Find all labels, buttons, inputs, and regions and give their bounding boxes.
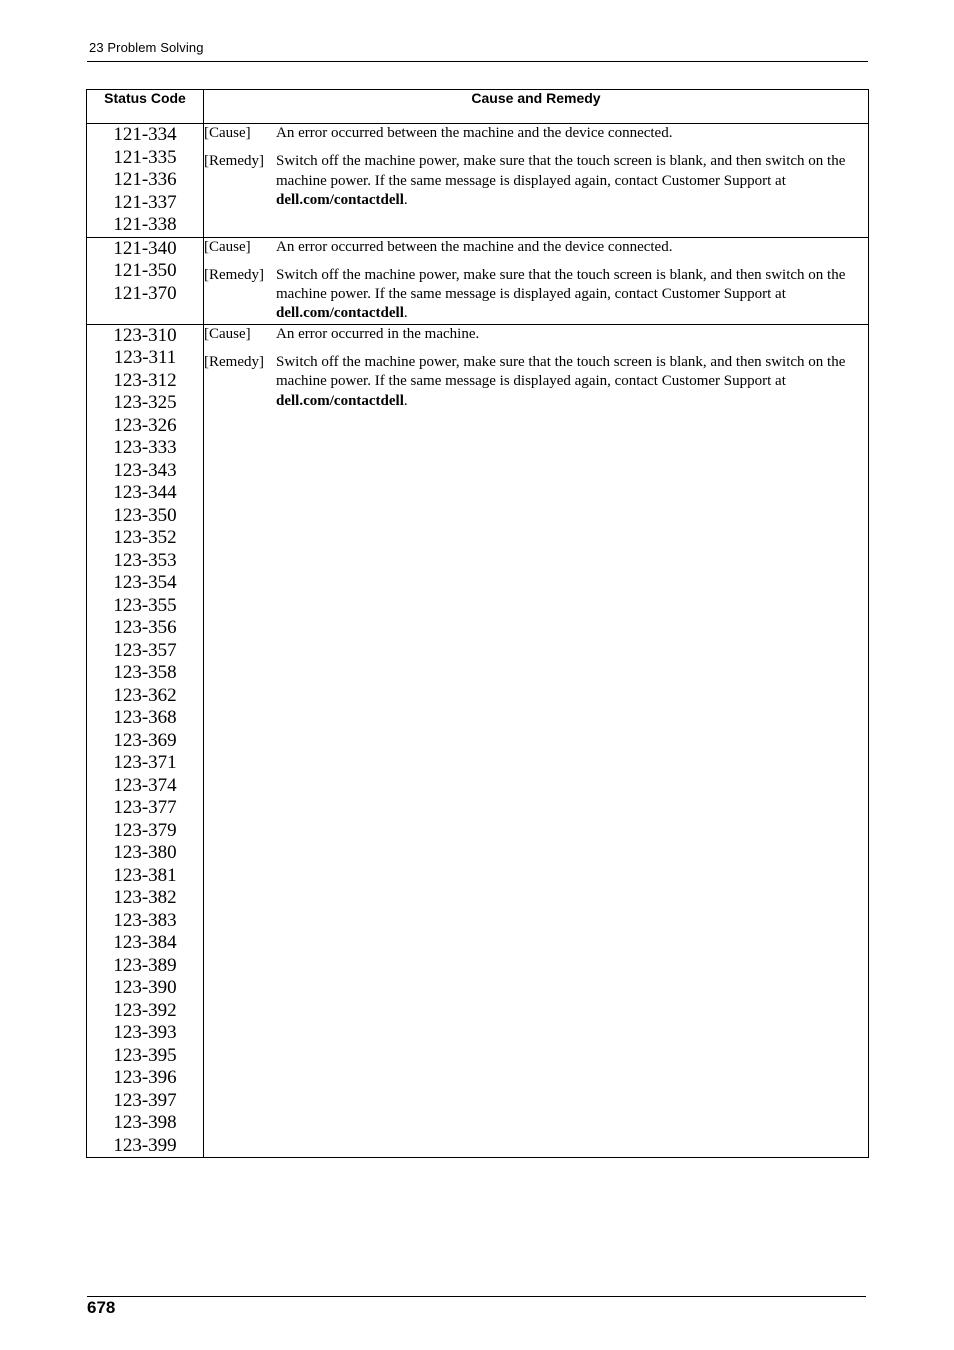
- status-code: 123-379: [113, 819, 177, 841]
- remedy-entry: [204, 266, 868, 324]
- status-code: 123-333: [113, 437, 177, 459]
- support-link[interactable]: dell.com/contactdell: [276, 392, 404, 409]
- cause-remedy-cell: [204, 237, 869, 324]
- status-code: 123-326: [113, 414, 177, 436]
- status-code: 123-369: [113, 729, 177, 751]
- status-code-cell: [87, 237, 204, 324]
- table-row: [87, 324, 869, 1158]
- remedy-body: Switch off the machine power, make sure that the touch screen is blank, and then switch on the machine power. If the same message is displayed again, contact Customer Support at: [276, 353, 846, 390]
- status-code-cell: [87, 324, 204, 1158]
- page-number: 678: [87, 1298, 116, 1317]
- cause-tag: [Cause]: [204, 125, 251, 141]
- footer-rule: [87, 1296, 866, 1297]
- cause-text: An error occurred in the machine.: [276, 325, 480, 342]
- status-code: 123-395: [113, 1044, 177, 1066]
- status-code: 123-398: [113, 1112, 177, 1134]
- status-code: 123-354: [113, 572, 177, 594]
- status-code: 123-381: [113, 864, 177, 886]
- status-code: 123-357: [113, 639, 177, 661]
- status-code: 123-399: [113, 1134, 177, 1156]
- cause-entry: [204, 325, 868, 344]
- status-code: 121-340: [113, 237, 177, 259]
- status-code: 123-356: [113, 617, 177, 639]
- status-code: 123-397: [113, 1089, 177, 1111]
- table-header-row: [87, 90, 869, 124]
- table-row: [87, 124, 869, 238]
- cause-entry: [204, 238, 868, 257]
- status-code: 123-374: [113, 774, 177, 796]
- status-code: 123-358: [113, 662, 177, 684]
- status-code: 123-344: [113, 482, 177, 504]
- cause-tag: [Cause]: [204, 238, 251, 255]
- remedy-text: [276, 353, 868, 411]
- status-code: 123-384: [113, 932, 177, 954]
- cause-text: An error occurred between the machine and the device connected.: [276, 238, 673, 255]
- cause-text: An error occurred between the machine and the device connected.: [276, 125, 673, 141]
- remedy-entry: [204, 152, 868, 210]
- running-head: 23 Problem Solving: [89, 40, 204, 55]
- remedy-body: Switch off the machine power, make sure that the touch screen is blank, and then switch on the machine power. If the same message is displayed again, contact Customer Support at: [276, 153, 846, 189]
- status-code: 123-352: [113, 527, 177, 549]
- cause-entry: [204, 124, 868, 143]
- status-code: 123-312: [113, 369, 177, 391]
- status-code: 121-334: [113, 124, 177, 145]
- status-code: 123-389: [113, 954, 177, 976]
- remedy-end: .: [403, 191, 408, 208]
- table-row: [87, 237, 869, 324]
- remedy-tag: [Remedy]: [204, 266, 264, 283]
- status-code: 123-343: [113, 459, 177, 481]
- status-code: 123-310: [113, 324, 177, 346]
- status-code: 123-355: [113, 594, 177, 616]
- remedy-text: [276, 152, 868, 210]
- status-code: 123-368: [113, 707, 177, 729]
- status-code: 123-393: [113, 1022, 177, 1044]
- status-code: 123-353: [113, 549, 177, 571]
- remedy-entry: [204, 353, 868, 411]
- status-code: 123-382: [113, 887, 177, 909]
- status-code: 123-362: [113, 684, 177, 706]
- remedy-text: [276, 266, 868, 324]
- status-code: 123-380: [113, 842, 177, 864]
- status-code: 123-396: [113, 1067, 177, 1089]
- status-code: 121-337: [113, 191, 177, 213]
- header-rule: [87, 61, 868, 62]
- remedy-body: Switch off the machine power, make sure that the touch screen is blank, and then switch on the machine power. If the same message is displayed again, contact Customer Support at: [276, 266, 846, 303]
- status-code: 123-392: [113, 999, 177, 1021]
- status-code: 123-350: [113, 504, 177, 526]
- cause-remedy-cell: [204, 324, 869, 1158]
- remedy-end: .: [403, 392, 408, 409]
- column-header-cause-and-remedy: Cause and Remedy: [204, 90, 869, 124]
- cause-tag: [Cause]: [204, 325, 251, 342]
- status-code-cell: [87, 124, 204, 238]
- support-link[interactable]: dell.com/contactdell: [276, 305, 404, 322]
- status-code: 123-311: [113, 347, 177, 369]
- status-code: 121-335: [113, 146, 177, 168]
- status-code: 123-390: [113, 977, 177, 999]
- status-code: 121-370: [113, 282, 177, 304]
- column-header-status-code: Status Code: [87, 90, 204, 124]
- status-code: 121-336: [113, 169, 177, 190]
- status-code: 121-350: [113, 260, 177, 281]
- status-code: 123-325: [113, 392, 177, 414]
- support-link[interactable]: dell.com/contactdell: [276, 191, 404, 208]
- cause-remedy-cell: [204, 124, 869, 238]
- status-code: 123-371: [113, 752, 177, 774]
- status-code-table: [86, 89, 869, 1158]
- remedy-tag: [Remedy]: [204, 153, 264, 170]
- status-code: 121-338: [113, 214, 177, 235]
- remedy-tag: [Remedy]: [204, 353, 264, 370]
- status-code: 123-383: [113, 909, 177, 931]
- remedy-end: .: [403, 305, 408, 322]
- status-code: 123-377: [113, 797, 177, 819]
